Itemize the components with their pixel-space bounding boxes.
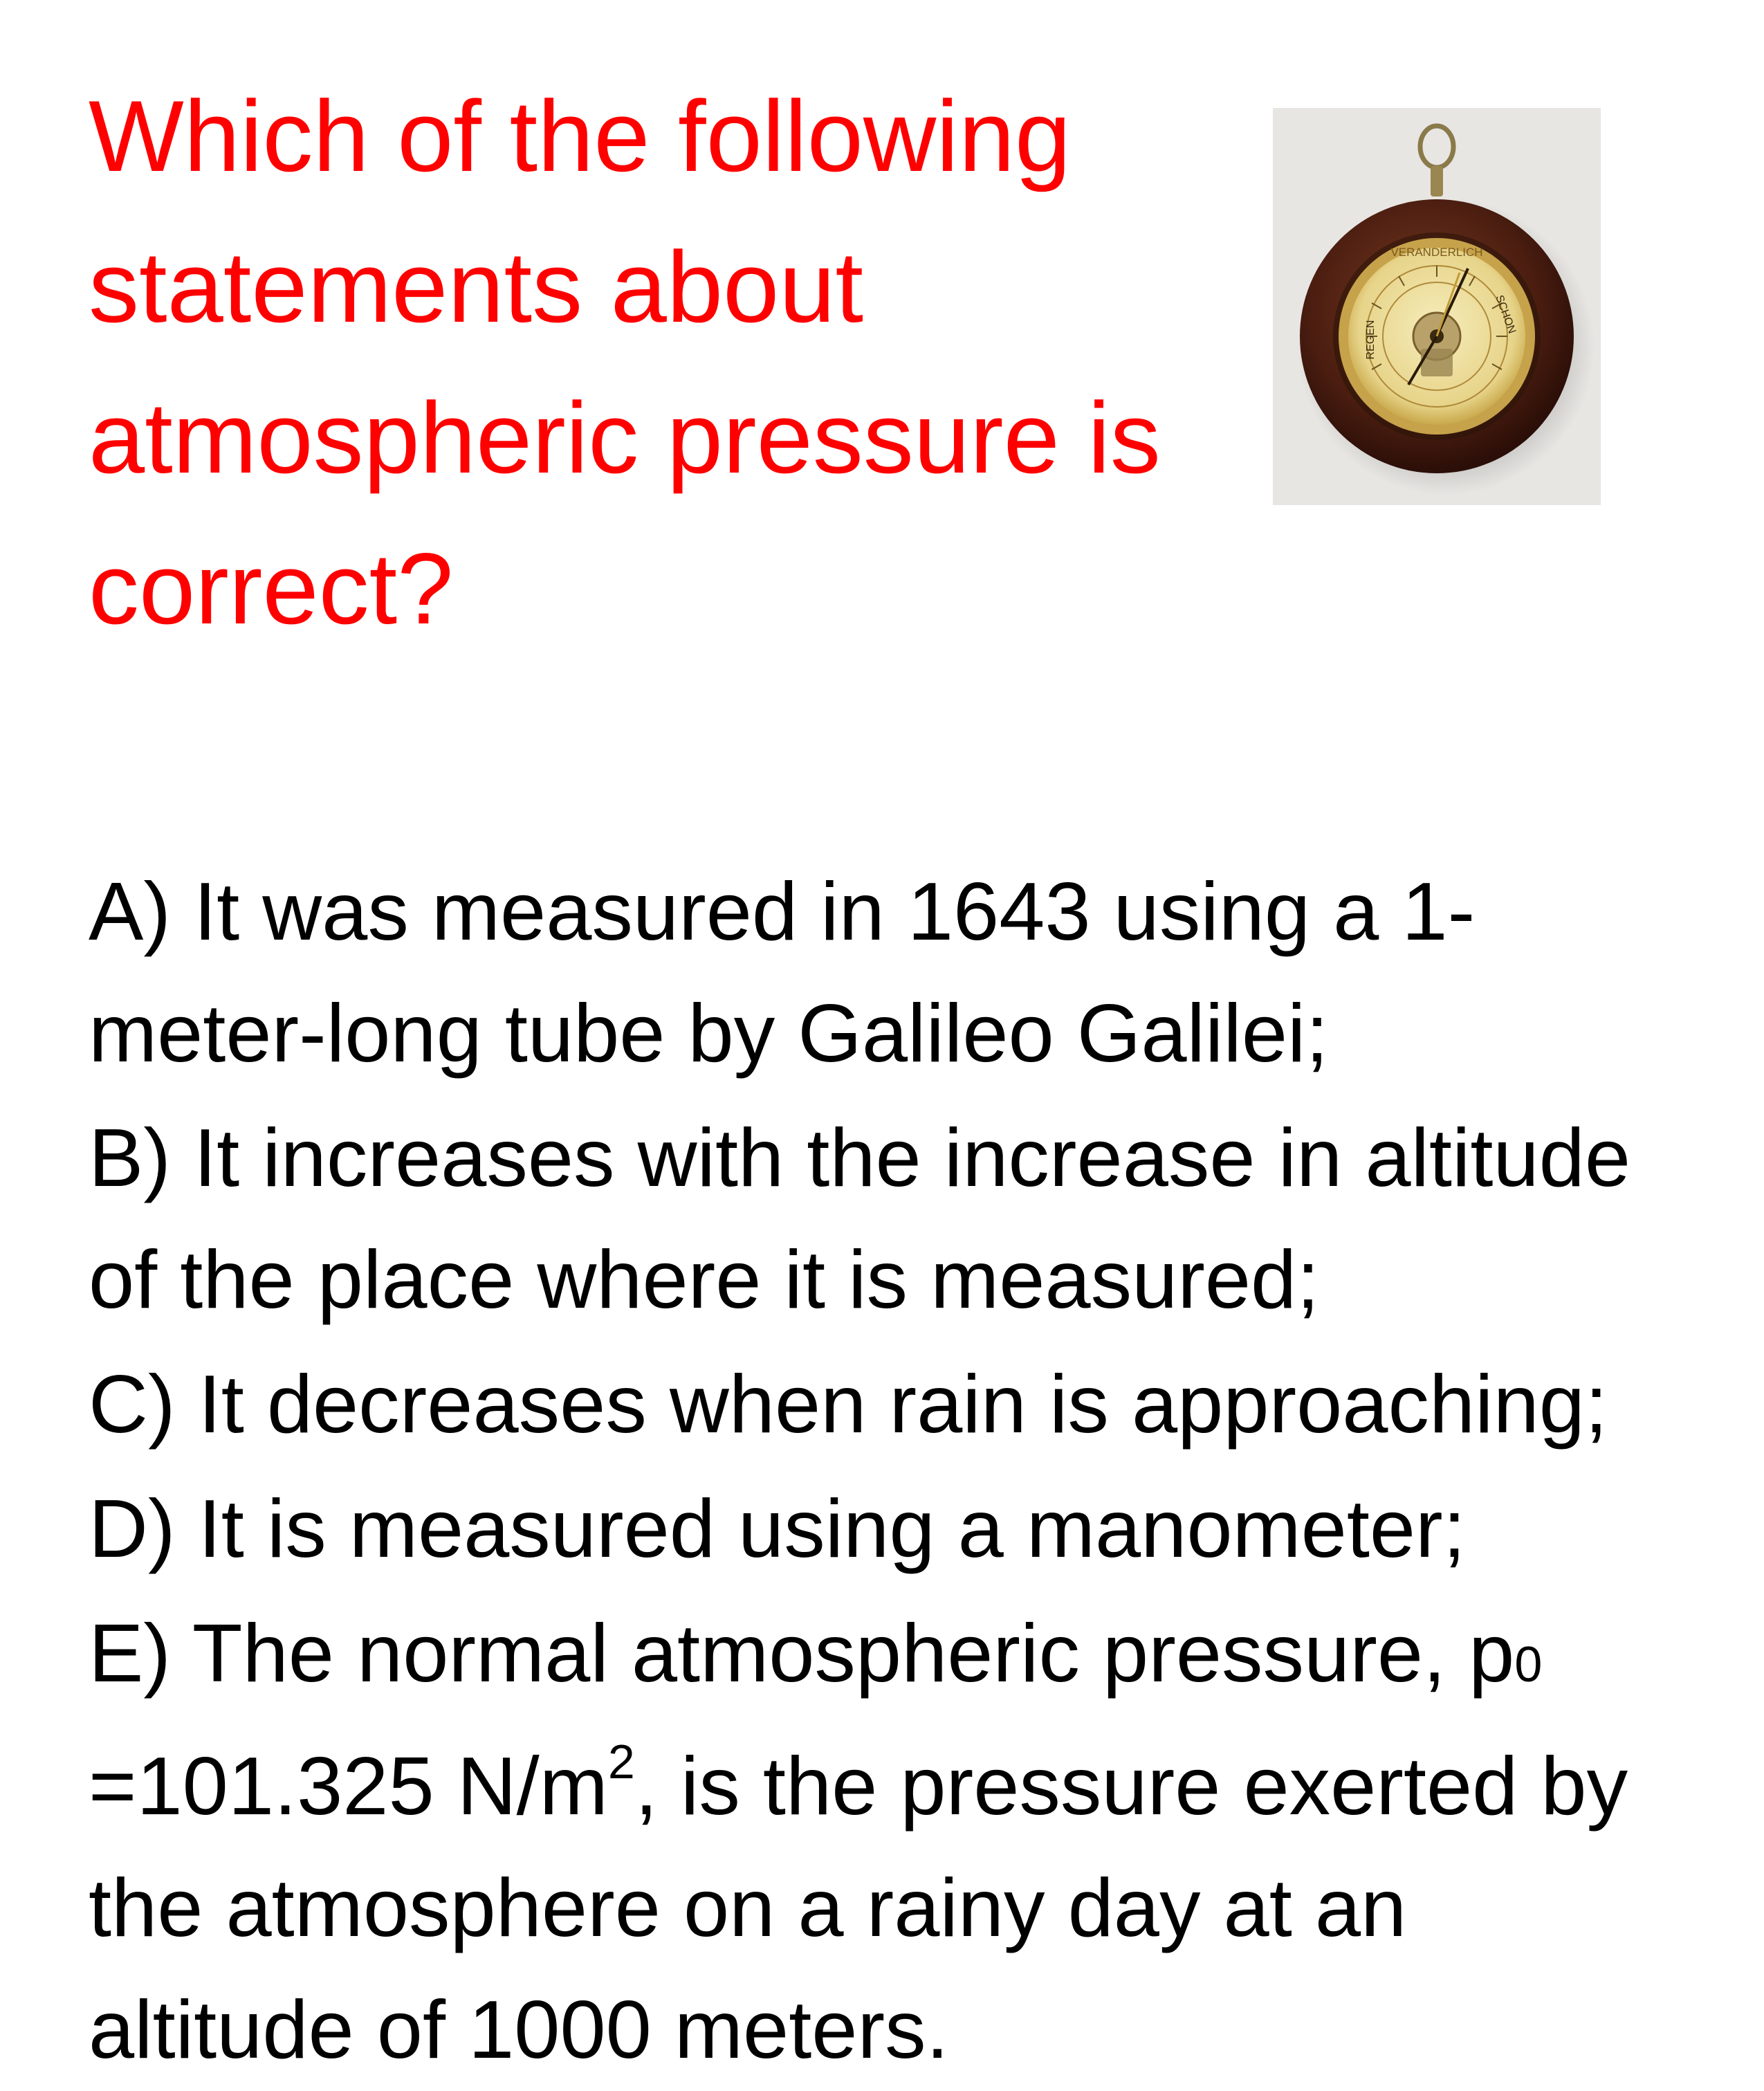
question-line: atmospheric pressure is: [89, 381, 1161, 494]
question-line: Which of the following: [89, 80, 1072, 192]
option-e: [89, 1593, 1693, 2091]
option-e-text-end: , is the pressure exerted by the atmosphere on a rainy day at an altitude of 1000 meters.: [89, 1740, 1628, 2076]
dial-right-text: SCHON: [1493, 293, 1518, 336]
option-e-subscript: 0: [1514, 1637, 1543, 1692]
option-a: A) It was measured in 1643 using a 1-meter-long tube by Galileo Galilei;: [89, 866, 1476, 1079]
barometer-icon: [1273, 108, 1601, 505]
option-b: B) It increases with the increase in altitude of the place where it is measured;: [89, 1112, 1631, 1326]
dial-left-text: REGEN: [1365, 320, 1377, 360]
option-c: C) It decreases when rain is approaching;: [89, 1358, 1608, 1450]
option-e-text-start: E) The normal atmospheric pressure, p: [89, 1607, 1515, 1699]
dial-top-text: VERANDERLICH: [1390, 246, 1483, 259]
question-text: [89, 61, 1230, 664]
option-e-text-middle: =101.325 N/m: [89, 1740, 608, 1832]
barometer-image: [1273, 108, 1601, 505]
question-line: correct?: [89, 532, 454, 645]
option-d: D) It is measured using a manometer;: [89, 1483, 1466, 1575]
answer-options: [89, 851, 1693, 2091]
question-line: statements about: [89, 230, 864, 343]
option-e-superscript: 2: [607, 1735, 635, 1789]
